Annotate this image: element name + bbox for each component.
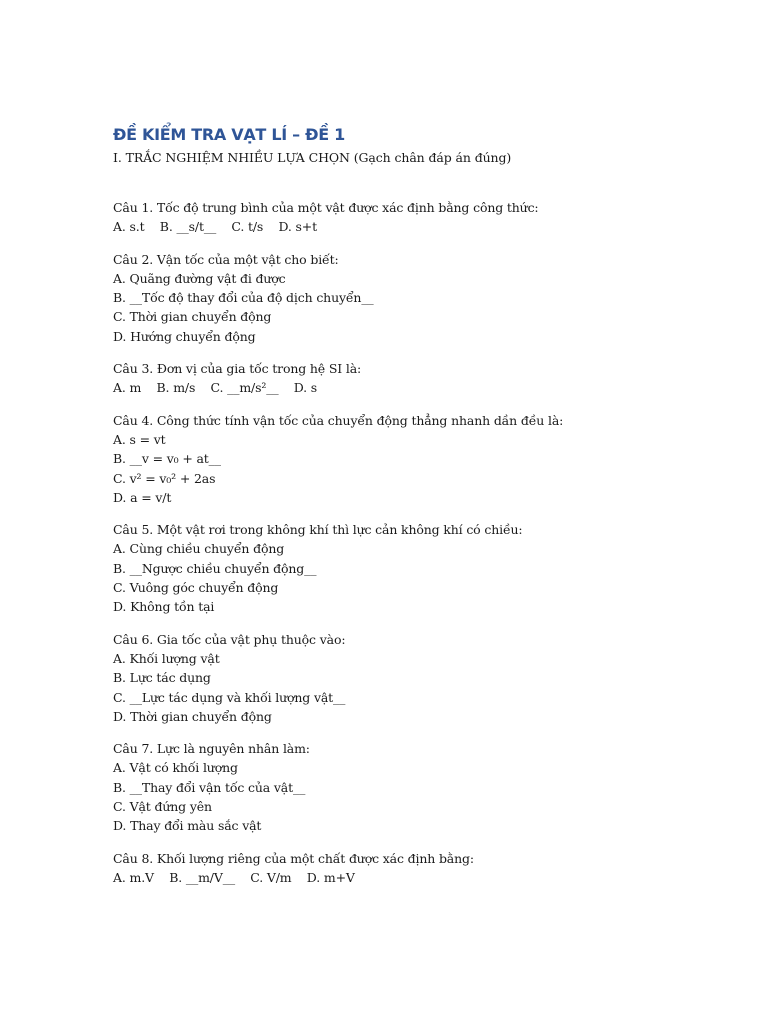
answer-option: A. Khối lượng vật <box>113 650 220 666</box>
question-4 <box>113 411 713 507</box>
answer-option: C. __Lực tác dụng và khối lượng vật__ <box>113 689 346 705</box>
section-heading: I. TRẮC NGHIỆM NHIỀU LỰA CHỌN (Gạch chân đáp án đúng) <box>113 150 512 165</box>
question-prompt: Câu 3. Đơn vị của gia tốc trong hệ SI là: <box>113 361 362 377</box>
question-list <box>113 198 713 887</box>
answer-option: B. __Thay đổi vận tốc của vật__ <box>113 779 306 795</box>
answer-option: B. Lực tác dụng <box>113 670 211 686</box>
answer-option: D. a = v/t <box>113 489 172 505</box>
answer-option: C. Thời gian chuyển động <box>113 309 272 325</box>
question-2 <box>113 250 713 346</box>
question-3 <box>113 359 713 398</box>
question-7 <box>113 739 713 835</box>
question-prompt: Câu 1. Tốc độ trung bình của một vật được xác định bằng công thức: <box>113 200 539 215</box>
answer-option: B. __Ngược chiều chuyển động__ <box>113 560 317 576</box>
document-page <box>113 124 713 900</box>
answer-option: A. Vật có khối lượng <box>113 760 238 776</box>
question-prompt: Câu 2. Vận tốc của một vật cho biết: <box>113 251 339 267</box>
question-prompt: Câu 8. Khối lượng riêng của một chất được xác định bằng: <box>113 850 474 866</box>
question-1 <box>113 198 713 237</box>
question-prompt: Câu 7. Lực là nguyên nhân làm: <box>113 741 310 757</box>
answer-option: C. Vuông góc chuyển động <box>113 580 279 596</box>
question-5 <box>113 520 713 616</box>
answer-option: B. __v = v₀ + at__ <box>113 451 221 467</box>
answer-option: A. s.t B. __s/t__ C. t/s D. s+t <box>113 219 317 235</box>
question-prompt: Câu 5. Một vật rơi trong không khí thì lực cản không khí có chiều: <box>113 522 523 538</box>
answer-option: A. Quãng đường vật đi được <box>113 270 286 286</box>
answer-option: A. m.V B. __m/V__ C. V/m D. m+V <box>113 869 355 885</box>
answer-option: D. Hướng chuyển động <box>113 328 256 344</box>
question-6 <box>113 630 713 726</box>
answer-option: B. __Tốc độ thay đổi của độ dịch chuyển__ <box>113 290 374 306</box>
question-8 <box>113 849 713 888</box>
document-title: ĐỀ KIỂM TRA VẠT LÍ – ĐỀ 1 <box>113 125 345 144</box>
answer-option: D. Thời gian chuyển động <box>113 708 272 724</box>
answer-option: A. m B. m/s C. __m/s²__ D. s <box>113 380 318 396</box>
question-prompt: Câu 6. Gia tốc của vật phụ thuộc vào: <box>113 631 346 647</box>
question-prompt: Câu 4. Công thức tính vận tốc của chuyển động thẳng nhanh dần đều là: <box>113 412 564 428</box>
answer-option: C. Vật đứng yên <box>113 799 212 815</box>
answer-option: D. Thay đổi màu sắc vật <box>113 818 262 834</box>
answer-option: A. s = vt <box>113 431 166 447</box>
answer-option: A. Cùng chiều chuyển động <box>113 541 285 557</box>
answer-option: C. v² = v₀² + 2as <box>113 470 216 486</box>
answer-option: D. Không tồn tại <box>113 599 215 615</box>
